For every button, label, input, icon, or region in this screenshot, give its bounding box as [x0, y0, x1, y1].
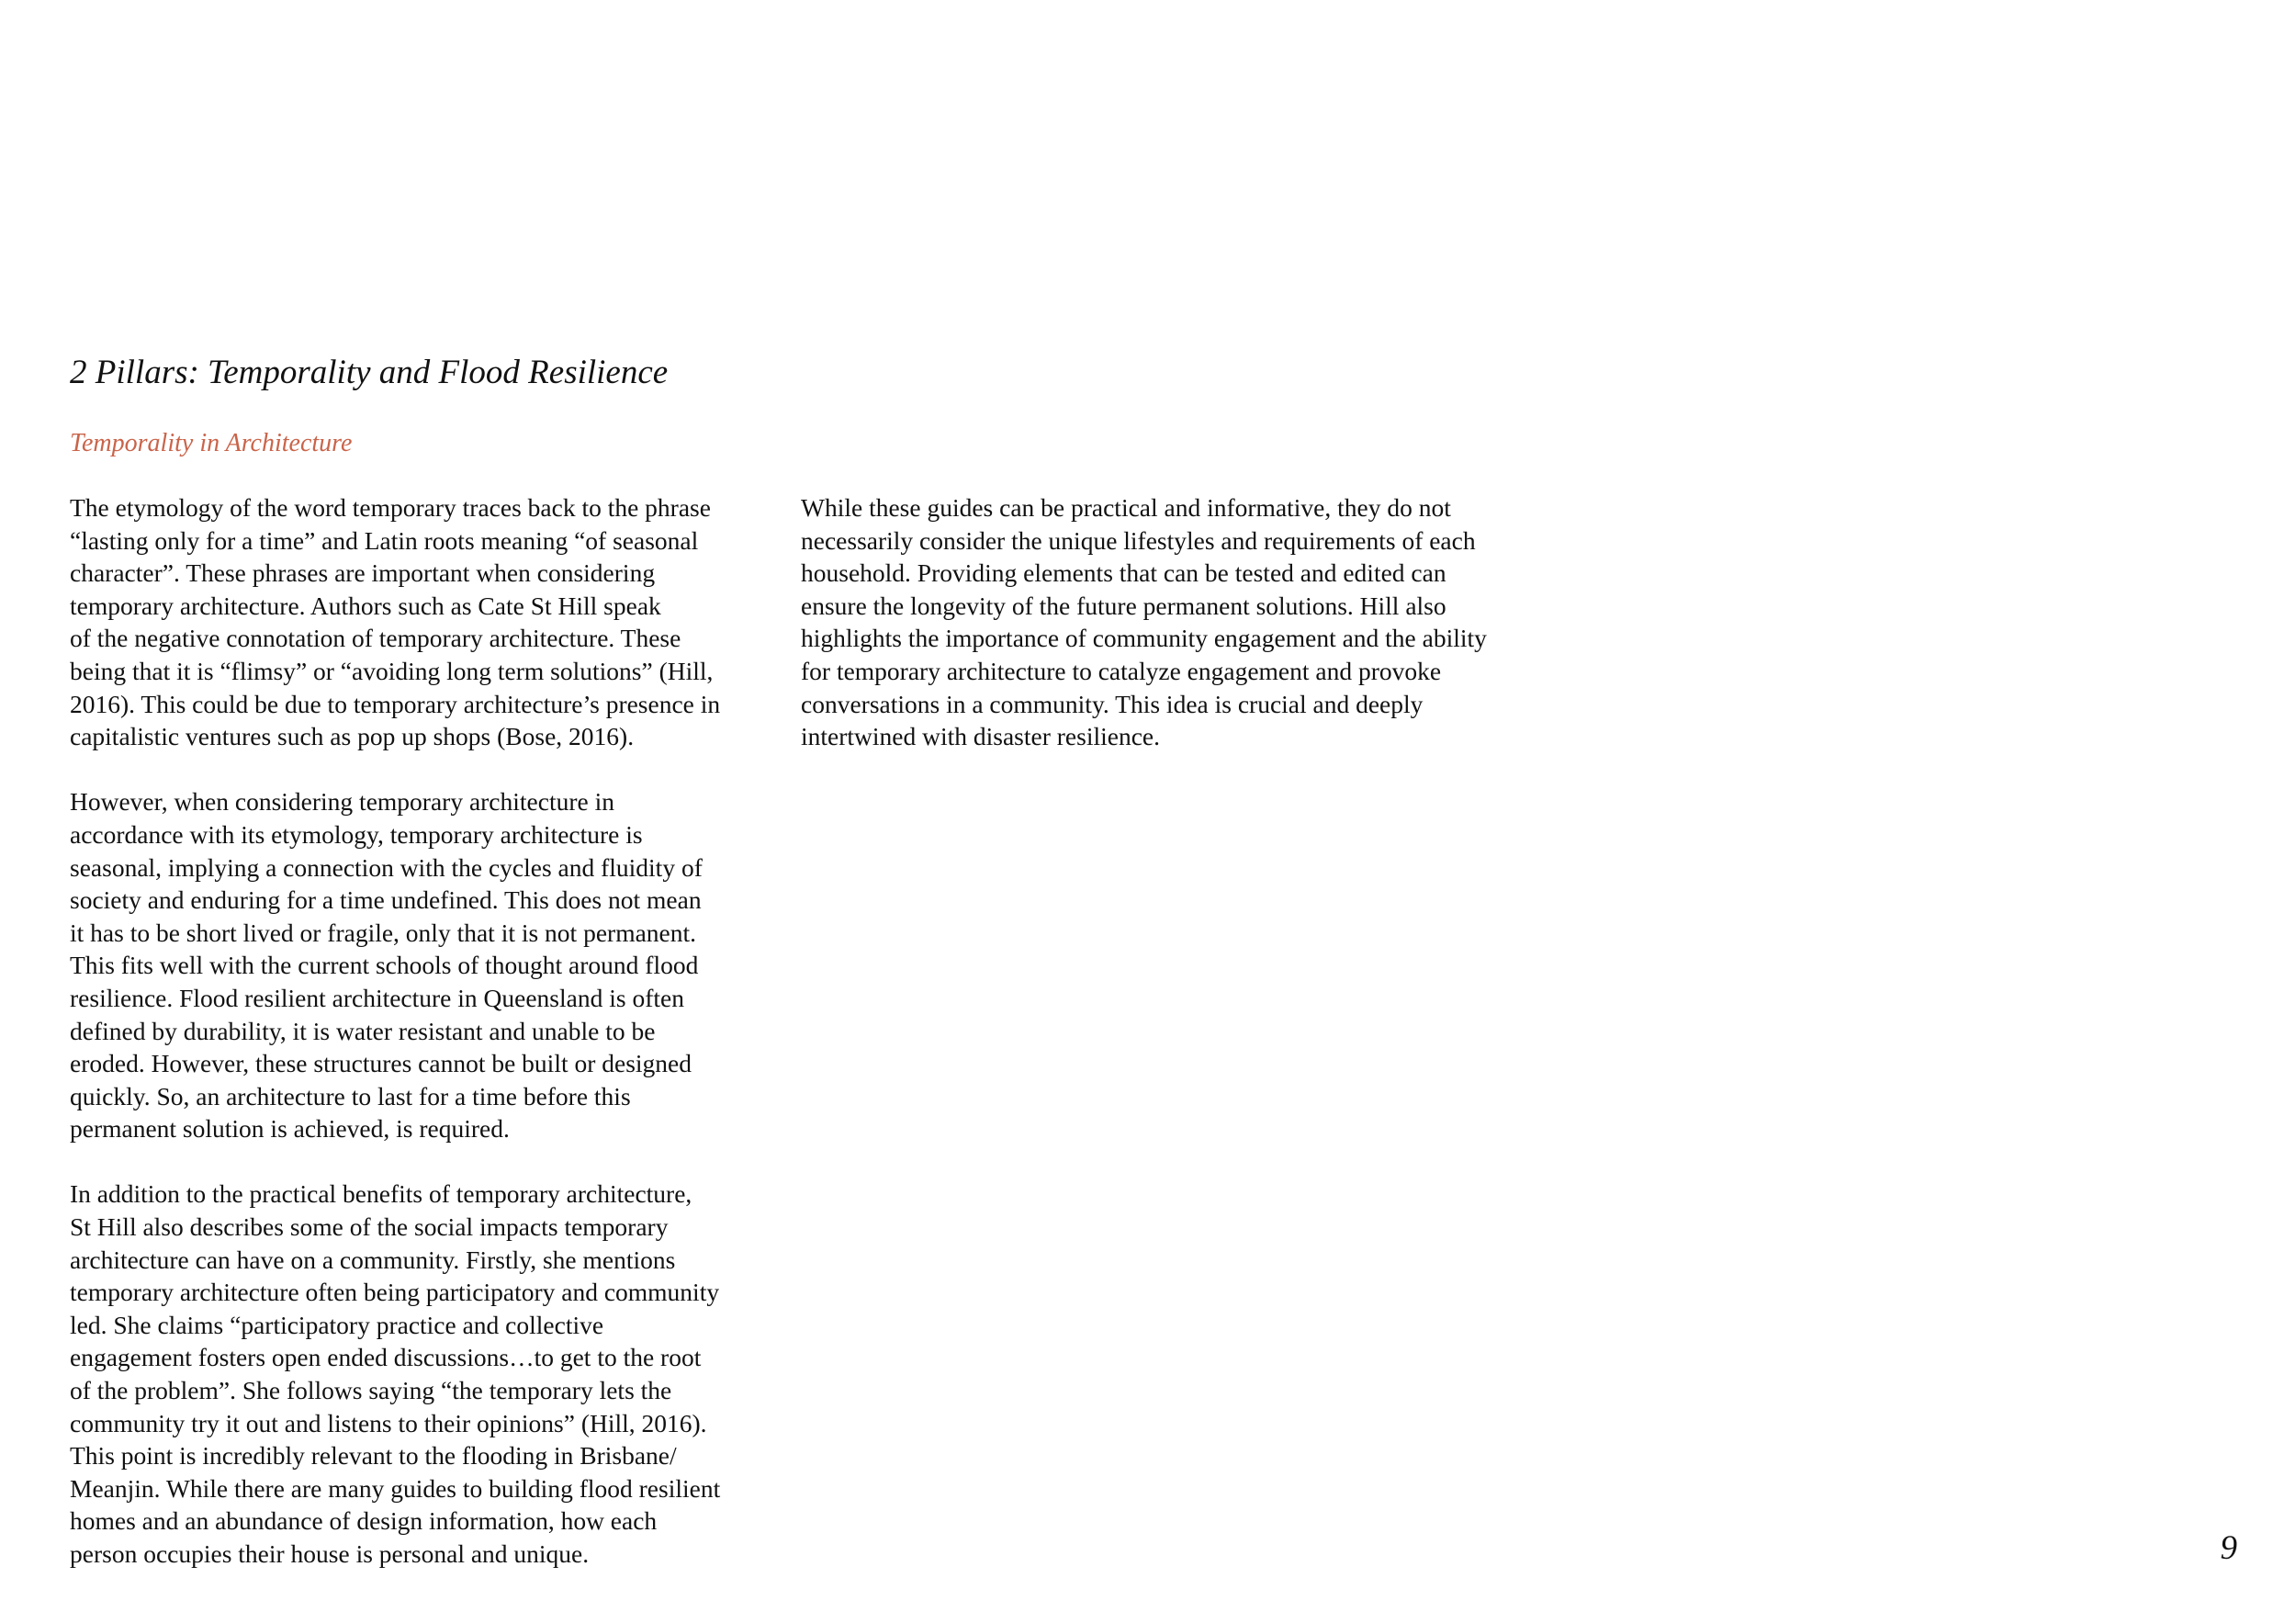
text-line: While these guides can be practical and informative, they do not	[801, 493, 1451, 522]
paragraph-social-impacts	[70, 1178, 805, 1570]
page-number: 9	[2220, 1529, 2237, 1567]
text-line: St Hill also describes some of the social impacts temporary	[70, 1212, 669, 1242]
text-line: ensure the longevity of the future permanent solutions. Hill also	[801, 591, 1446, 620]
text-line: architecture can have on a community. Firstly, she mentions	[70, 1245, 676, 1274]
text-line: defined by durability, it is water resistant and unable to be	[70, 1016, 656, 1045]
text-line: This point is incredibly relevant to the flooding in Brisbane/	[70, 1441, 677, 1471]
paragraph-etymology	[70, 491, 805, 753]
text-line: accordance with its etymology, temporary architecture is	[70, 819, 643, 849]
text-line: “lasting only for a time” and Latin roots meaning “of seasonal	[70, 525, 699, 555]
text-line: of the negative connotation of temporary architecture. These	[70, 624, 681, 653]
paragraph-seasonal	[70, 785, 805, 1145]
text-line: highlights the importance of community engagement and the ability	[801, 624, 1487, 653]
text-line: conversations in a community. This idea is crucial and deeply	[801, 689, 1424, 718]
text-line: person occupies their house is personal and unique.	[70, 1539, 590, 1568]
text-line: 2016). This could be due to temporary architecture’s presence in	[70, 689, 721, 718]
text-line: The etymology of the word temporary traces back to the phrase	[70, 493, 711, 522]
text-line: household. Providing elements that can be tested and edited can	[801, 558, 1446, 588]
left-column	[70, 491, 805, 1571]
text-line: quickly. So, an architecture to last for a time before this	[70, 1081, 631, 1110]
text-line: temporary architecture. Authors such as Cate St Hill speak	[70, 591, 661, 620]
text-line: Meanjin. While there are many guides to building flood resilient	[70, 1473, 721, 1503]
text-line: it has to be short lived or fragile, only that it is not permanent.	[70, 918, 697, 947]
text-line: However, when considering temporary architecture in	[70, 787, 614, 817]
text-line: eroded. However, these structures cannot be built or designed	[70, 1049, 692, 1078]
text-line: In addition to the practical benefits of temporary architecture,	[70, 1179, 692, 1209]
section-heading: Temporality in Architecture	[70, 429, 353, 457]
text-line: intertwined with disaster resilience.	[801, 722, 1160, 751]
text-line: necessarily consider the unique lifestyles and requirements of each	[801, 525, 1476, 555]
text-line: character”. These phrases are important when considering	[70, 558, 656, 588]
text-line: led. She claims “participatory practice and collective	[70, 1310, 604, 1339]
text-line: temporary architecture often being participatory and community	[70, 1278, 720, 1307]
text-line: seasonal, implying a connection with the cycles and fluidity of	[70, 852, 703, 882]
text-line: This fits well with the current schools of thought around flood	[70, 951, 699, 980]
paragraph-guides	[801, 491, 1627, 753]
text-line: of the problem”. She follows saying “the temporary lets the	[70, 1376, 672, 1405]
right-column	[801, 491, 1627, 753]
page-title: 2 Pillars: Temporality and Flood Resilience	[70, 354, 669, 391]
text-line: engagement fosters open ended discussions…to get to the root	[70, 1343, 702, 1372]
text-line: for temporary architecture to catalyze engagement and provoke	[801, 656, 1442, 685]
text-line: resilience. Flood resilient architecture in Queensland is often	[70, 983, 684, 1012]
text-line: capitalistic ventures such as pop up shops (Bose, 2016).	[70, 722, 635, 751]
text-line: society and enduring for a time undefined. This does not mean	[70, 885, 702, 915]
text-line: community try it out and listens to their opinions” (Hill, 2016).	[70, 1408, 707, 1437]
text-line: homes and an abundance of design information, how each	[70, 1506, 658, 1536]
text-line: being that it is “flimsy” or “avoiding long term solutions” (Hill,	[70, 656, 714, 685]
text-line: permanent solution is achieved, is required.	[70, 1114, 510, 1144]
